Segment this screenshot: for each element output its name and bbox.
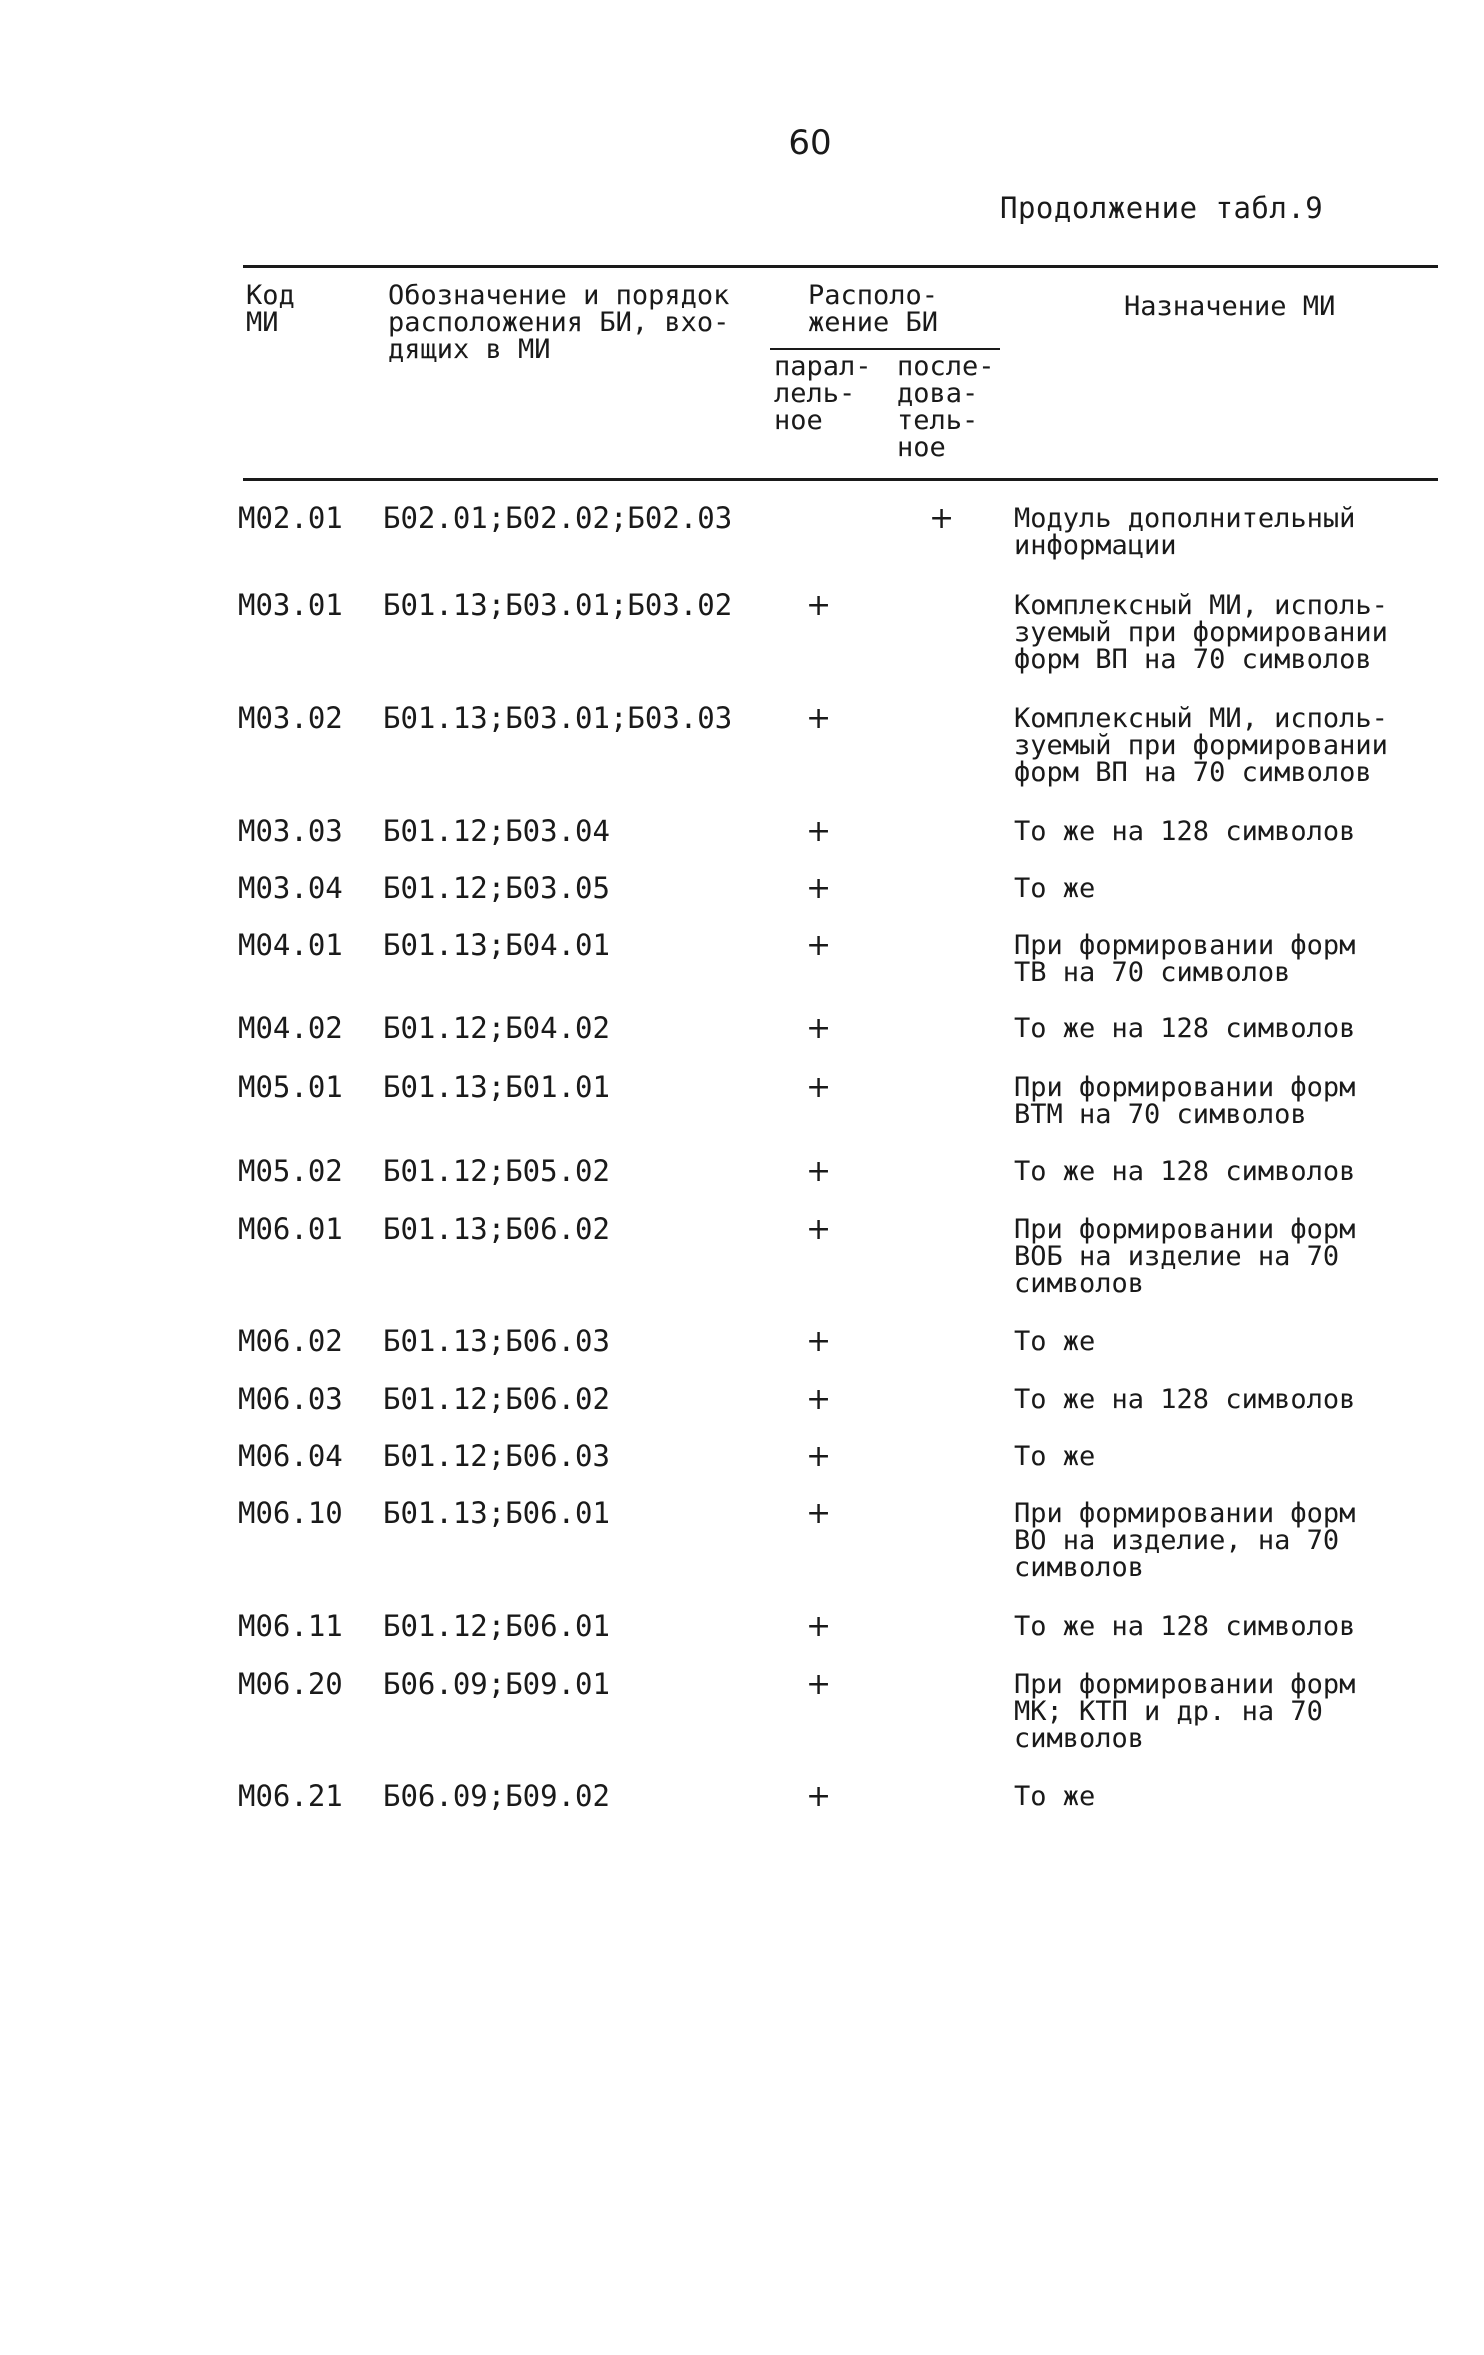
row-parallel-mark: + <box>806 1439 832 1474</box>
row-purpose: При формировании форм ВО на изделие, на 70 символов <box>1014 1498 1356 1583</box>
row-code: М06.11 <box>238 1609 343 1643</box>
row-designation: Б01.12;Б06.02 <box>383 1382 610 1416</box>
row-code: М03.04 <box>238 871 343 905</box>
row-purpose: То же на 128 символов <box>1014 1156 1356 1187</box>
row-designation: Б01.12;Б06.01 <box>383 1609 610 1643</box>
row-purpose: То же на 128 символов <box>1014 1611 1356 1642</box>
row-purpose: То же <box>1014 1441 1096 1472</box>
row-purpose: При формировании форм ТВ на 70 символов <box>1014 930 1356 988</box>
row-purpose: При формировании форм МК; КТП и др. на 70 символов <box>1014 1669 1356 1754</box>
row-code: М05.02 <box>238 1154 343 1188</box>
row-designation: Б01.13;Б03.01;Б03.03 <box>383 701 733 735</box>
row-designation: Б01.13;Б06.02 <box>383 1212 610 1246</box>
row-code: М03.01 <box>238 588 343 622</box>
row-code: М06.03 <box>238 1382 343 1416</box>
row-designation: Б01.13;Б06.01 <box>383 1496 610 1530</box>
row-code: М06.21 <box>238 1779 343 1813</box>
row-designation: Б01.12;Б06.03 <box>383 1439 610 1473</box>
row-purpose: То же <box>1014 1781 1096 1812</box>
row-parallel-mark: + <box>806 1154 832 1189</box>
row-purpose: При формировании форм ВОБ на изделие на 70 символов <box>1014 1214 1356 1299</box>
row-parallel-mark: + <box>806 1324 832 1359</box>
page-number: 60 <box>788 123 832 163</box>
row-designation: Б01.12;Б05.02 <box>383 1154 610 1188</box>
header-purpose: Назначение МИ <box>1124 291 1336 322</box>
row-designation: Б01.13;Б06.03 <box>383 1324 610 1358</box>
row-parallel-mark: + <box>806 1011 832 1046</box>
row-designation: Б01.12;Б04.02 <box>383 1011 610 1045</box>
row-designation: Б01.12;Б03.04 <box>383 814 610 848</box>
row-parallel-mark: + <box>806 1779 832 1814</box>
row-purpose: Комплексный МИ, исполь- зуемый при формировании форм ВП на 70 символов <box>1014 703 1388 788</box>
row-purpose: Комплексный МИ, исполь- зуемый при формировании форм ВП на 70 символов <box>1014 590 1388 675</box>
row-purpose: То же на 128 символов <box>1014 1013 1356 1044</box>
row-purpose: При формировании форм ВТМ на 70 символов <box>1014 1072 1356 1130</box>
row-sequential-mark: + <box>929 501 955 536</box>
row-code: М03.03 <box>238 814 343 848</box>
row-purpose: То же <box>1014 873 1096 904</box>
header-designation: Обозначение и порядок расположения БИ, вхо- дящих в МИ <box>388 280 730 365</box>
table-continuation-label: Продолжение табл.9 <box>1000 191 1324 225</box>
header-location: Располо- жение БИ <box>808 280 939 338</box>
row-code: М06.01 <box>238 1212 343 1246</box>
row-code: М06.10 <box>238 1496 343 1530</box>
row-parallel-mark: + <box>806 928 832 963</box>
row-designation: Б01.13;Б01.01 <box>383 1070 610 1104</box>
row-code: М06.04 <box>238 1439 343 1473</box>
row-designation: Б06.09;Б09.02 <box>383 1779 610 1813</box>
row-code: М06.20 <box>238 1667 343 1701</box>
row-designation: Б06.09;Б09.01 <box>383 1667 610 1701</box>
row-designation: Б01.12;Б03.05 <box>383 871 610 905</box>
row-code: М06.02 <box>238 1324 343 1358</box>
row-parallel-mark: + <box>806 1382 832 1417</box>
row-parallel-mark: + <box>806 814 832 849</box>
row-parallel-mark: + <box>806 701 832 736</box>
row-code: М03.02 <box>238 701 343 735</box>
row-parallel-mark: + <box>806 1496 832 1531</box>
row-code: М04.01 <box>238 928 343 962</box>
row-purpose: То же на 128 символов <box>1014 816 1356 847</box>
row-purpose: То же <box>1014 1326 1096 1357</box>
row-parallel-mark: + <box>806 588 832 623</box>
row-designation: Б01.13;Б03.01;Б03.02 <box>383 588 733 622</box>
row-code: М04.02 <box>238 1011 343 1045</box>
row-parallel-mark: + <box>806 1609 832 1644</box>
row-purpose: Модуль дополнительный информации <box>1014 503 1356 561</box>
header-parallel: парал- лель- ное <box>774 351 872 436</box>
row-parallel-mark: + <box>806 1070 832 1105</box>
row-parallel-mark: + <box>806 1212 832 1247</box>
header-code: Код МИ <box>246 280 295 338</box>
row-designation: Б02.01;Б02.02;Б02.03 <box>383 501 733 535</box>
row-code: М02.01 <box>238 501 343 535</box>
row-parallel-mark: + <box>806 1667 832 1702</box>
row-designation: Б01.13;Б04.01 <box>383 928 610 962</box>
row-purpose: То же на 128 символов <box>1014 1384 1356 1415</box>
row-parallel-mark: + <box>806 871 832 906</box>
header-sequential: после- дова- тель- ное <box>897 351 995 463</box>
row-code: М05.01 <box>238 1070 343 1104</box>
